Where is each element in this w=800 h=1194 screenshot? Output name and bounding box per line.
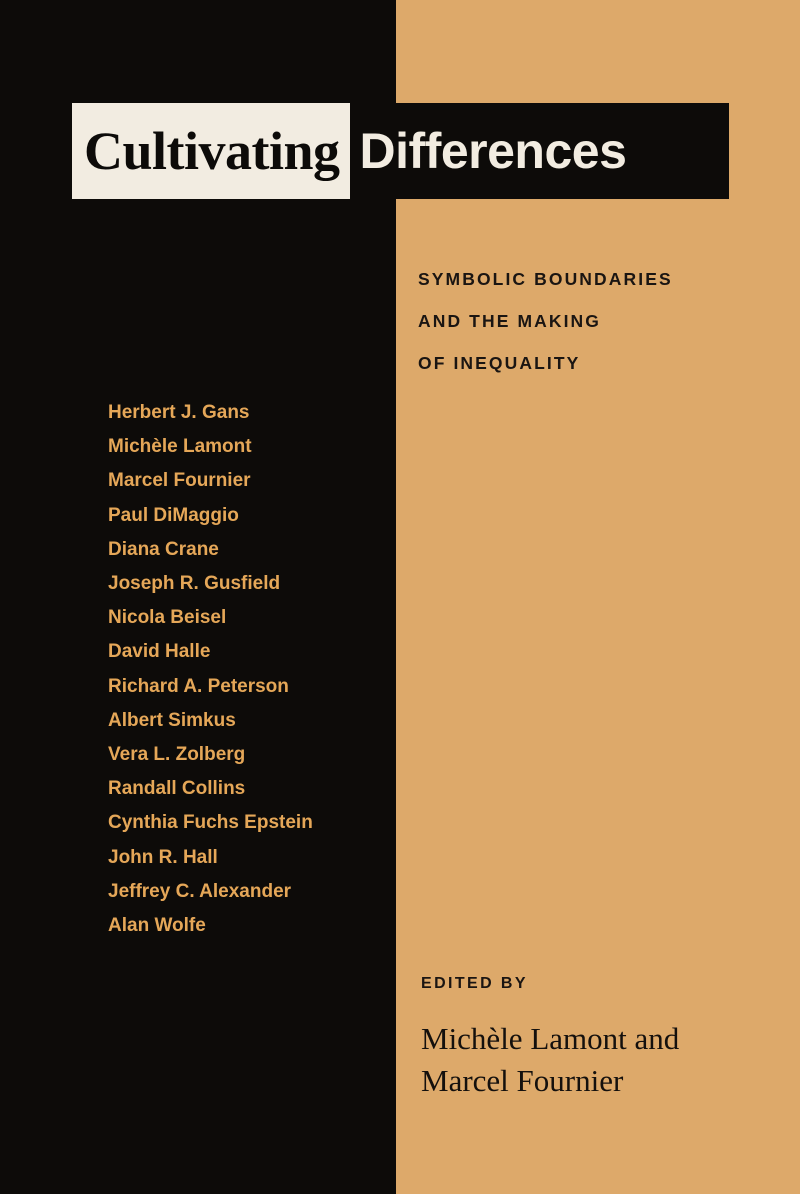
list-item: Marcel Fournier — [108, 470, 251, 492]
list-item: Randall Collins — [108, 778, 246, 800]
list-item: Joseph R. Gusfield — [108, 573, 281, 595]
list-item: Diana Crane — [108, 538, 219, 560]
list-item: Albert Simkus — [108, 709, 236, 731]
edited-by-label: EDITED BY — [421, 975, 528, 992]
title-word-differences: Differences — [350, 103, 729, 199]
list-item: Alan Wolfe — [108, 915, 206, 937]
list-item: Richard A. Peterson — [108, 675, 289, 697]
book-subtitle — [418, 258, 758, 384]
editor-names — [421, 1018, 771, 1102]
subtitle-line-3: OF INEQUALITY — [418, 353, 581, 373]
list-item: Vera L. Zolberg — [108, 744, 246, 766]
list-item: Paul DiMaggio — [108, 504, 239, 526]
list-item: David Halle — [108, 641, 211, 663]
editor-line-2: Marcel Fournier — [421, 1063, 624, 1098]
list-item: Jeffrey C. Alexander — [108, 880, 292, 902]
list-item: Nicola Beisel — [108, 607, 227, 629]
editor-line-1: Michèle Lamont and — [421, 1021, 680, 1056]
list-item: Cynthia Fuchs Epstein — [108, 812, 313, 834]
list-item: Michèle Lamont — [108, 436, 252, 458]
contributor-list — [108, 396, 388, 943]
title-word-cultivating: Cultivating — [72, 103, 350, 199]
list-item: John R. Hall — [108, 846, 218, 868]
list-item: Herbert J. Gans — [108, 402, 250, 423]
book-title — [72, 103, 729, 199]
subtitle-line-1: SYMBOLIC BOUNDARIES — [418, 269, 673, 289]
subtitle-line-2: AND THE MAKING — [418, 311, 602, 331]
